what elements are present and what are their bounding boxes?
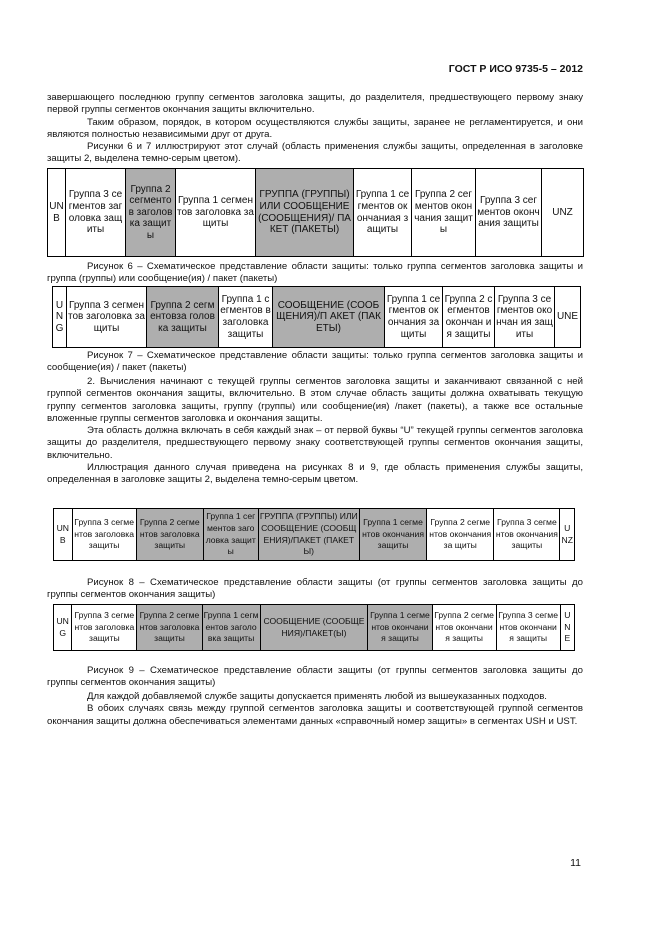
fig6-header-group-1: Группа 1 сегментов заголовка защиты <box>176 169 256 257</box>
figure-9-table <box>53 604 575 651</box>
fig8-message-packet: ГРУППА (ГРУППЫ) ИЛИ СООБЩЕНИЕ (СООБЩЕНИЯ)/ПАКЕТ (ПАКЕТЫ) <box>258 509 359 561</box>
fig7-header-group-2: Группа 2 сегментовза головка защиты <box>147 287 219 348</box>
fig7-ung: UNG <box>53 287 67 348</box>
fig7-header-group-1: Группа 1 сегментов в заголовка защиты <box>219 287 273 348</box>
figure-6-caption: Рисунок 6 – Схематическое представление области защиты: только группа сегментов заголовка защиты и группа (группы) или сообщение(ия) / пакет (пакеты) <box>47 261 583 285</box>
figure-6-table <box>47 168 584 257</box>
section-2-para-2: Эта область должна включать в себя каждый знак – от первой буквы “U” текущей группы сегментов заголовка защиты до разделителя, предшествующего первому знаку соответствующей группы сегментов окончания защиты, включительно. <box>47 425 583 461</box>
fig8-header-group-1: Группа 1 сегментов заголовка защиты <box>203 509 258 561</box>
intro-text <box>47 92 583 166</box>
fig9-une: UNE <box>560 605 574 651</box>
fig9-header-group-2: Группа 2 сегментов заголовка защиты <box>137 605 202 651</box>
fig8-unz: UNZ <box>560 509 575 561</box>
fig6-trailer-group-2: Группа 2 сегментов окончания защиты <box>412 169 476 257</box>
fig9-trailer-group-2: Группа 2 сегментов окончания защиты <box>432 605 496 651</box>
fig9-trailer-group-3: Группа 3 сегментов окончания защиты <box>496 605 560 651</box>
intro-line-2: Таким образом, порядок, в котором осуществляются службы защиты, заранее не регламентируется, и они являются полностью независимыми друг от друга. <box>47 116 583 140</box>
figure-8-table <box>53 508 575 561</box>
fig7-une: UNE <box>555 287 581 348</box>
fig8-trailer-group-1: Группа 1 сегментов окончаниязащиты <box>359 509 426 561</box>
fig7-trailer-group-3: Группа 3 сегментов окончан ия защиты <box>495 287 555 348</box>
fig8-trailer-group-3: Группа 3 сегментов окончаниязащиты <box>494 509 560 561</box>
fig6-message-packet: ГРУППА (ГРУППЫ) ИЛИ СООБЩЕНИЕ (СООБЩЕНИЯ)/ ПАКЕТ (ПАКЕТЫ) <box>256 169 354 257</box>
fig6-unb: UNB <box>48 169 66 257</box>
intro-line-3: Рисунки 6 и 7 иллюстрируют этот случай (область применения службы защиты, определенная в заголовке защиты 2, выделена темно-серым цветом). <box>47 141 583 165</box>
fig6-header-group-2: Группа 2 сегментов заголовка защиты <box>126 169 176 257</box>
closing-para-2: В обоих случаях связь между группой сегментов заголовка защиты и соответствующей группой сегментов окончания защиты должна обеспечиваться элементами данных «справочный номер защиты» в сегментах USH и UST. <box>47 703 583 727</box>
fig6-unz: UNZ <box>542 169 584 257</box>
figure-8-caption: Рисунок 8 – Схематическое представление области защиты (от группы сегментов заголовка защиты до группы сегментов окончания защиты) <box>47 577 583 601</box>
closing-para-1: Для каждой добавляемой службе защиты допускается применять любой из вышеуказанных подходов. <box>87 691 547 702</box>
fig6-trailer-group-1: Группа 1 сегментов окончаниая защиты <box>354 169 412 257</box>
page-number: 11 <box>570 857 581 869</box>
document-header: ГОСТ Р ИСО 9735-5 – 2012 <box>448 63 583 75</box>
fig6-trailer-group-3: Группа 3 сегментов окончания защиты <box>476 169 542 257</box>
fig7-trailer-group-2: Группа 2 сегментов окончан ия защиты <box>443 287 495 348</box>
fig9-header-group-1: Группа 1 сегментов заголовка защиты <box>202 605 260 651</box>
fig7-message-packet: СООБЩЕНИЕ (СООБЩЕНИЯ)/П АКЕТ (ПАКЕТЫ) <box>273 287 385 348</box>
section-2-text <box>47 376 583 487</box>
fig8-header-group-3: Группа 3 сегментов заголовка защиты <box>72 509 136 561</box>
section-2-para-3: Иллюстрация данного случая приведена на рисунках 8 и 9, где область применения службы защиты, определенная в заголовке защиты 2, выделена темно-серым цветом. <box>47 462 583 486</box>
section-2-para-1: 2. Вычисления начинают с текущей группы сегментов заголовка защиты и заканчивают связанной с ней группой сегментов окончания защиты, включительно. В этом случае область защиты должна охватывать текущую группу сегментов заголовка защиты, группу (группы) или сообщение(ия) /пакет (пакеты), а также все остальные вложенные группы сегментов заголовка и окончания защиты. <box>47 376 583 424</box>
fig9-header-group-3: Группа 3 сегментов заголовка защиты <box>72 605 137 651</box>
closing-text <box>47 691 583 728</box>
intro-line-1: завершающего последнюю группу сегментов заголовка защиты, до разделителя, предшествующего первому знаку первой группы сегментов окончания защиты включительно. <box>47 92 583 116</box>
fig6-header-group-3: Группа 3 сегментов заголовка защиты <box>66 169 126 257</box>
figure-9-caption: Рисунок 9 – Схематическое представление области защиты (от группы сегментов заголовка защиты до группы сегментов окончания защиты) <box>47 665 583 689</box>
figure-7-caption: Рисунок 7 – Схематическое представление области защиты: только группа сегментов заголовка защиты и сообщение(ия) / пакет (пакеты) <box>47 350 583 374</box>
fig8-unb: UNB <box>54 509 73 561</box>
figure-7-table <box>52 286 581 348</box>
fig9-message-packet: СООБЩЕНИЕ (СООБЩЕНИЯ)/ПАКЕТ(Ы) <box>260 605 368 651</box>
fig7-trailer-group-1: Группа 1 сегментов окончания защиты <box>385 287 443 348</box>
fig9-ung: UNG <box>54 605 72 651</box>
fig9-trailer-group-1: Группа 1 сегментов окончания защиты <box>368 605 432 651</box>
fig8-trailer-group-2: Группа 2 сегментов окончанияза щиты <box>427 509 494 561</box>
fig7-header-group-3: Группа 3 сегментов заголовка защиты <box>67 287 147 348</box>
fig8-header-group-2: Группа 2 сегментов заголовка защиты <box>136 509 203 561</box>
